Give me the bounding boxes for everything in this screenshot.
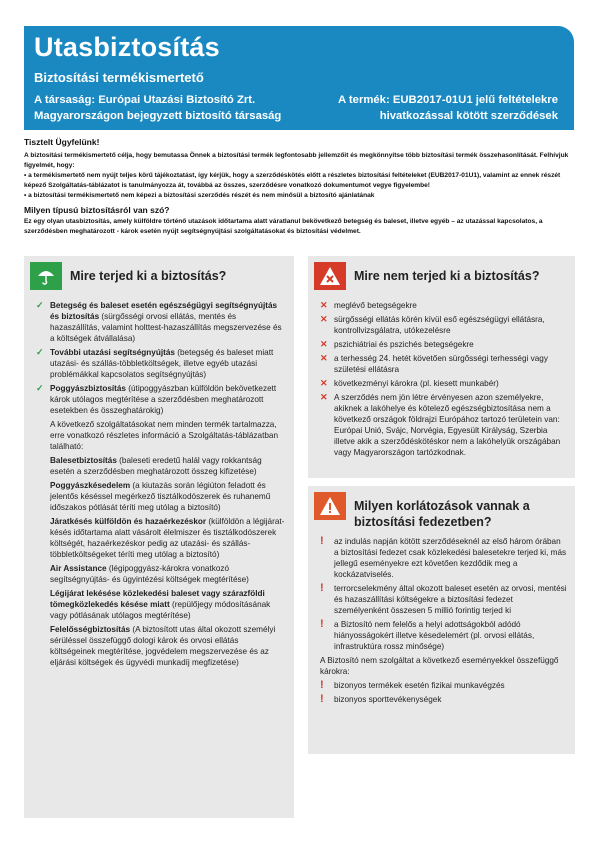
- limitation-extra-text: bizonyos sporttevékenységek: [334, 695, 442, 704]
- exclamation-icon: !: [320, 535, 324, 547]
- extra-item-text: (baleseti eredetű halál vagy rokkantság esetén a szerződésben meghatározott összeg kifizetése): [50, 456, 262, 476]
- company-line-1: A társaság: Európai Utazási Biztosító Zrt.: [34, 94, 256, 106]
- extra-item: [50, 480, 286, 513]
- product-line-2: hivatkozással kötött szerződések: [379, 110, 558, 122]
- exclusions-panel-header: [314, 262, 539, 290]
- check-icon: ✓: [36, 383, 44, 393]
- intro-section: [24, 137, 576, 237]
- extra-item-bold: Felelősségbiztosítás: [50, 625, 131, 634]
- limitation-text: terrorcselekmény által okozott baleset esetén az orvosi, mentési és hazaszállítási költségekre a biztosítási fedezet személyenként összesen 5 millió forintig terjed ki: [334, 584, 567, 615]
- umbrella-icon: [30, 262, 62, 290]
- coverage-panel: [24, 256, 294, 818]
- extra-item: [50, 455, 286, 477]
- company-info: [34, 92, 281, 124]
- intro-bullet-2: • a biztosítási termékismertető nem képezi a biztosítási szerződés részét és nem minősül a biztosító ajánlatának: [24, 192, 375, 199]
- x-icon: ✕: [320, 339, 328, 349]
- exclusion-item: [320, 353, 567, 375]
- coverage-title: Mire terjed ki a biztosítás?: [70, 269, 227, 283]
- extra-item-text: (a kiutazás során légiúton feladott és jelentős késéssel megérkező tisztálkodószerek és ruhanemű időszakos pótlását téríti meg utólag a biztosító): [50, 481, 271, 512]
- limitation-item: [320, 619, 567, 652]
- extra-item-bold: Járatkésés külföldön és hazaérkezéskor: [50, 517, 207, 526]
- page-title: Utasbiztosítás: [34, 32, 220, 62]
- extra-item: [50, 588, 286, 621]
- exclusions-title: Mire nem terjed ki a biztosítás?: [354, 269, 540, 283]
- extra-item: [50, 563, 286, 585]
- limitation-item: [320, 583, 567, 616]
- intro-bullet-1: • a termékismertető nem nyújt teljes körű tájékoztatást, így kérjük, hogy a szerződéskötés előtt a részletes biztosítási feltételeket (EUB2017-01U1), valamint az ennek részét képező Szolgáltatás-táblázatot is tanulmányozza át, továbbá az összes, szerződésre vonatkozó dokumentumot vegye figyelembe!: [24, 172, 561, 189]
- extra-item-text: (légipoggyász-károkra vonatkozó segítségnyújtás- és ügyintézési költségek megtérítése): [50, 564, 249, 584]
- warning-x-icon: [314, 262, 346, 290]
- warning-exclamation-icon: [314, 492, 346, 520]
- header-banner: [24, 26, 574, 130]
- coverage-item-bold: Poggyászbiztosítás: [50, 384, 126, 393]
- x-icon: ✕: [320, 300, 328, 310]
- exclusion-text: sürgősségi ellátás körén kívül eső egészségügyi ellátásra, kontrollvizsgálatra, utókezelésre: [334, 315, 545, 335]
- check-icon: ✓: [36, 300, 44, 310]
- exclamation-icon: !: [320, 618, 324, 630]
- extra-item-bold: Balesetbiztosítás: [50, 456, 117, 465]
- limitations-panel-header: [314, 492, 575, 530]
- limitations-body: [320, 536, 567, 708]
- product-line-1: A termék: EUB2017-01U1 jelű feltételekre: [338, 94, 558, 106]
- limitation-text: az indulás napján kötött szerződéseknél az első három órában a biztosítási fedezet csak közlekedési balesetekre terjed ki, más jellegű eseményekre ezt követően kezdődik meg a kockázatviselés.: [334, 537, 567, 579]
- insurance-type-question: Milyen típusú biztosításról van szó?: [24, 205, 170, 215]
- exclusion-text: A szerződés nem jön létre érvényesen azon személyekre, akiknek a lakóhelye és kötelező egészségbiztosítása nem a következő országok földrajzi Európához tartozó területein van: Európai Unió, Svájc, Norvégia, Egyesült Királyság, Szerbia illetve akik a szerződéskötéskor nem a lakóhelyük országában vagy Magyarországon tartózkodnak.: [334, 393, 561, 457]
- coverage-body: [36, 300, 286, 671]
- coverage-panel-header: [30, 262, 226, 290]
- exclusion-item: [320, 300, 567, 311]
- extra-item-text: (külföldön a légijárat-késés időtartama alatt vásárolt élelmiszer és tisztálkodószerek költségét, hazaérkezéskor pedig az utazási- és szállás-többletköltségeket téríti meg utólag a biztosító): [50, 517, 285, 559]
- limitation-item: [320, 536, 567, 580]
- exclusion-text: meglévő betegségekre: [334, 301, 417, 310]
- extra-item-bold: Poggyászkésedelem: [50, 481, 131, 490]
- extra-item-bold: Légijárat lekésése közlekedési baleset vagy szárazföldi tömegközlekedés késése miatt: [50, 589, 265, 609]
- limitations-note: A Biztosító nem szolgáltat a következő eseményekkel összefüggő károkra:: [320, 656, 559, 676]
- coverage-item-text: (betegség és baleset miatt utazási- és szállás-többletköltségek, illetve egyéb utazási problémákkal kapcsolatos segítségnyújtás): [50, 348, 274, 379]
- extra-item-text: (A biztosított utas által okozott személyi sérüléssel összefüggő dologi károk és orvosi ellátás költségeinek megtérítése, jogvédelem megszervezése és az eljárási költségek és ügyvédi munkadíj megfizetése): [50, 625, 276, 667]
- limitation-extra: [320, 694, 567, 705]
- coverage-item: [36, 347, 286, 380]
- insurance-type-answer: Ez egy olyan utasbiztosítás, amely külföldre történő utazások időtartama alatt váratlanul bekövetkező betegség és baleset, illetve egyéb – az utazással kapcsolatos, a szerződésben meghatározott - károk esetén nyújt segítségnyújtási szolgáltatásokat és biztosítási védelmet.: [24, 218, 543, 235]
- exclusion-text: a terhesség 24. hetét követően sürgősségi terhességi vagy születési ellátásra: [334, 354, 548, 374]
- x-icon: ✕: [320, 378, 328, 388]
- exclusion-item: [320, 378, 567, 389]
- x-icon: ✕: [320, 392, 328, 402]
- coverage-note: A következő szolgáltatásokat nem minden termék tartalmazza, erre vonatkozó részletes információ a Szolgáltatás-táblázatban található:: [50, 420, 279, 451]
- exclusion-item: [320, 314, 567, 336]
- exclusions-body: [320, 300, 567, 461]
- limitation-extra: [320, 680, 567, 691]
- exclusion-text: következményi károkra (pl. kiesett munkabér): [334, 379, 499, 388]
- exclusions-panel: [308, 256, 575, 478]
- check-icon: ✓: [36, 347, 44, 357]
- coverage-item: [36, 300, 286, 344]
- extra-item: [50, 516, 286, 560]
- extra-item-text: (repülőjegy módosításának vagy pótlásának utólagos megtérítése): [50, 600, 271, 620]
- product-info: [338, 92, 558, 124]
- exclusion-text: pszichiátriai és pszichés betegségekre: [334, 340, 474, 349]
- extra-item: [50, 624, 286, 668]
- coverage-item-bold: További utazási segítségnyújtás: [50, 348, 175, 357]
- limitations-title: Milyen korlátozások vannak a biztosítási fedezetben?: [354, 499, 530, 529]
- coverage-item-text: (sürgősségi orvosi ellátás, mentés és hazaszállítás, valamint holttest-hazaszállítás megszervezése és a költségek átvállalása): [50, 312, 282, 343]
- exclamation-icon: !: [320, 679, 324, 691]
- limitations-panel: [308, 486, 575, 754]
- x-icon: ✕: [320, 353, 328, 363]
- exclamation-icon: !: [320, 582, 324, 594]
- extra-item-bold: Air Assistance: [50, 564, 107, 573]
- greeting: Tisztelt Ügyfelünk!: [24, 137, 100, 147]
- company-line-2: Magyarországon bejegyzett biztosító társaság: [34, 110, 282, 122]
- limitation-text: a Biztosító nem felelős a helyi adottságokból adódó hiányosságokért illetve késedelemért (pl. orvosi ellátás, infrastruktúra rossz minősége): [334, 620, 535, 651]
- page-subtitle: Biztosítási termékismertető: [34, 70, 204, 85]
- exclusion-item: [320, 339, 567, 350]
- coverage-item-bold: Betegség és baleset esetén egészségügyi segítségnyújtás és biztosítás: [50, 301, 278, 321]
- coverage-item: [36, 383, 286, 416]
- coverage-item-text: (útipoggyászban külföldön bekövetkezett károk utólagos megtérítése a szerződésben meghatározott esetekben és összeghatárokig): [50, 384, 277, 415]
- x-icon: ✕: [320, 314, 328, 324]
- limitation-extra-text: bizonyos termékek esetén fizikai munkavégzés: [334, 681, 505, 690]
- intro-text: A biztosítási termékismertető célja, hogy bemutassa Önnek a biztosítási termék legfontosabb jellemzőit és megkönnyítse több biztosítási termék összehasonlítását. Felhívjuk figyelmét, hogy:: [24, 152, 569, 169]
- exclamation-icon: !: [320, 693, 324, 705]
- exclusion-item: [320, 392, 567, 458]
